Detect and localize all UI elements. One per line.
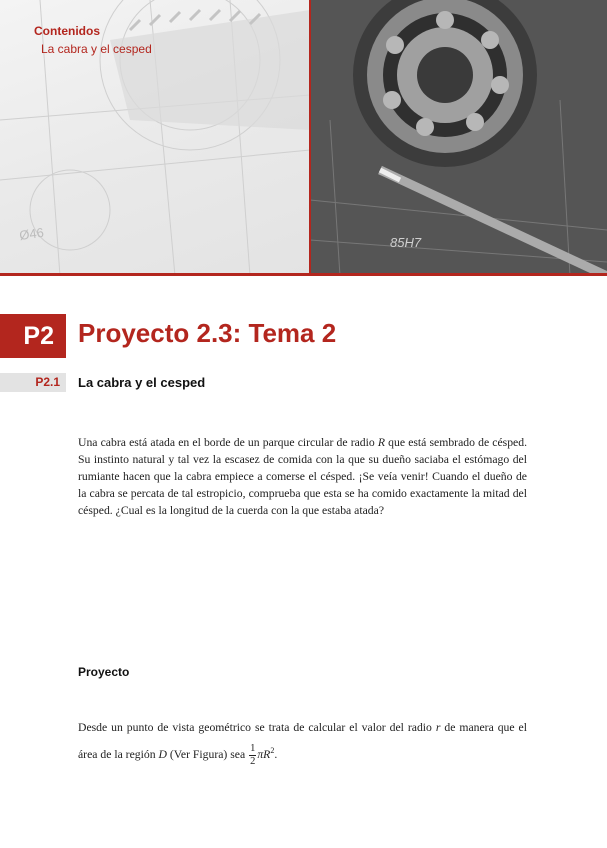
fraction-one-half [249,743,256,768]
chapter-title: Proyecto 2.3: Tema 2 [78,318,337,348]
drawing-label-right: 85H7 [390,235,422,250]
drawing-label-left: Ø46 [18,224,45,243]
contents-title[interactable]: Contenidos [34,24,100,38]
bearing-photo-illustration [310,0,607,276]
project-heading: Proyecto [78,665,130,679]
formula-exponent: 2 [270,746,275,755]
section-badge: P2.1 [0,373,66,392]
section-title: La cabra y el cesped [78,375,206,390]
header-banner [0,0,607,276]
variable-r: r [435,721,441,734]
variable-D: D [158,747,167,761]
header-right-photo [310,0,607,276]
formula-pi-R: πR [257,747,271,761]
problem-text-part1: Una cabra está atada en el borde de un parque circular de radio [78,436,378,449]
problem-text-part2: que está sembrado de césped. Su instinto natural y tal vez la escasez de comida con la que su dueño saciaba el estómago del rumiante hacen que la cabra empiece a comerse el césped. ¡Se veía venir! Cuando el dueño de la cabra se percata de tal estropicio, comprueba que esta se ha comido exactamente la mitad del césped. ¿Cual es la longitud de la cuerda con la que estaba atada? [78,436,528,517]
header-divider [309,0,311,276]
contents-item-link[interactable]: La cabra y el cesped [41,42,152,56]
problem-statement-paragraph [78,434,527,519]
header-bottom-rule [0,273,607,276]
project-text-part3: (Ver Figura) sea [166,747,249,761]
project-paragraph [78,716,527,768]
project-text-end: . [274,747,278,761]
chapter-badge: P2 [0,314,66,358]
fraction-denominator: 2 [250,755,256,767]
project-text-part2: de manera que el área de la región [78,721,527,761]
project-text-part1: Desde un punto de vista geométrico se trata de calcular el valor del radio [78,721,436,734]
fraction-numerator: 1 [250,742,256,754]
variable-R: R [377,436,386,449]
